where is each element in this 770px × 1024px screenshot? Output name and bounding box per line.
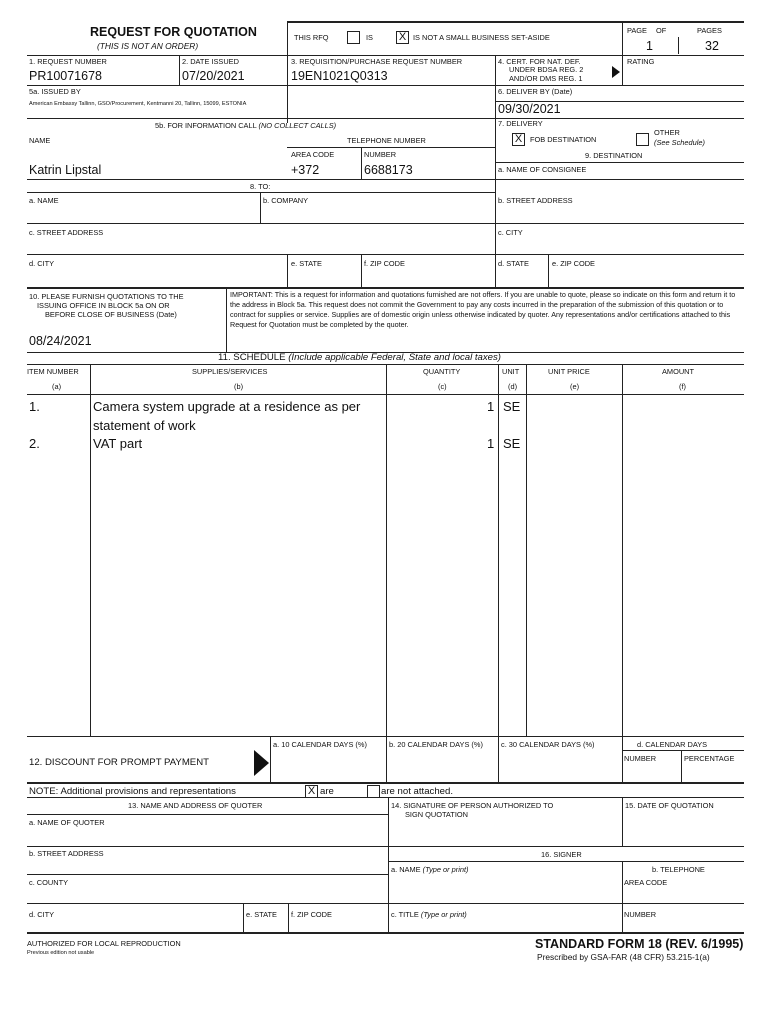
are-not-label: are not attached. <box>381 786 454 797</box>
of-label: OF <box>656 26 667 35</box>
item-description: Camera system upgrade at a residence as per <box>93 399 361 414</box>
form-subtitle: (THIS IS NOT AN ORDER) <box>97 41 199 51</box>
deliver-by-date[interactable]: 09/30/2021 <box>498 102 561 116</box>
to-company-label: b. COMPANY <box>263 196 309 205</box>
item-description-cont: statement of work <box>93 418 196 433</box>
cert-label-3: AND/OR DMS REG. 1 <box>509 74 583 83</box>
col-unit-price-label: UNIT PRICE <box>548 367 590 376</box>
discount-label: 12. DISCOUNT FOR PROMPT PAYMENT <box>29 757 209 768</box>
discount-20-label: b. 20 CALENDAR DAYS (%) <box>389 740 483 749</box>
requisition-label: 3. REQUISITION/PURCHASE REQUEST NUMBER <box>291 57 463 66</box>
quotation-due-date[interactable]: 08/24/2021 <box>29 334 92 348</box>
request-number-label: 1. REQUEST NUMBER <box>29 57 107 66</box>
item-quantity: 1 <box>487 436 495 451</box>
note-text: NOTE: Additional provisions and representations <box>29 786 236 797</box>
number-label: NUMBER <box>364 150 397 159</box>
item-number: 2. <box>29 436 40 451</box>
other-label: OTHER <box>654 128 680 137</box>
telephone-label: TELEPHONE NUMBER <box>347 136 426 145</box>
item-description: VAT part <box>93 436 143 451</box>
to-state-label: e. STATE <box>291 259 322 268</box>
schedule-title: 11. SCHEDULE (Include applicable Federal, State and local taxes) <box>218 352 502 363</box>
col-amount-sub: (f) <box>679 382 686 391</box>
quotation-date-label: 15. DATE OF QUOTATION <box>625 801 714 810</box>
quoter-section-label: 13. NAME AND ADDRESS OF QUOTER <box>128 801 263 810</box>
issued-by-label: 5a. ISSUED BY <box>29 87 81 96</box>
discount-days-label: d. CALENDAR DAYS <box>637 740 708 749</box>
col-quantity-sub: (c) <box>438 382 447 391</box>
request-number[interactable]: PR10071678 <box>29 69 102 83</box>
col-quantity-label: QUANTITY <box>423 367 461 376</box>
dest-state-label: d. STATE <box>498 259 529 268</box>
quoter-street-label: b. STREET ADDRESS <box>29 849 104 858</box>
signer-label: 16. SIGNER <box>541 850 582 859</box>
area-code[interactable]: +372 <box>291 163 320 177</box>
form-title: REQUEST FOR QUOTATION <box>90 25 257 39</box>
phone-number[interactable]: 6688173 <box>364 163 413 177</box>
destination-label: 9. DESTINATION <box>585 151 643 160</box>
total-pages: 32 <box>705 39 719 53</box>
quoter-county-label: c. COUNTY <box>29 878 69 887</box>
quoter-state-label: e. STATE <box>246 910 277 919</box>
name-label: NAME <box>29 136 51 145</box>
signature-label-1: 14. SIGNATURE OF PERSON AUTHORIZED TO <box>391 801 554 810</box>
delivery-label: 7. DELIVERY <box>498 119 543 128</box>
page-label: PAGE <box>627 26 647 35</box>
quotations-label-1: 10. PLEASE FURNISH QUOTATIONS TO THE <box>29 292 184 301</box>
quotations-label-3: BEFORE CLOSE OF BUSINESS (Date) <box>45 310 177 319</box>
col-item-label: ITEM NUMBER <box>27 367 79 376</box>
quoter-city-label: d. CITY <box>29 910 55 919</box>
fob-checkbox[interactable]: X <box>512 133 525 146</box>
signature-label-2: SIGN QUOTATION <box>405 810 468 819</box>
arrow-right-icon <box>254 750 269 776</box>
item-quantity: 1 <box>487 399 495 414</box>
to-city-label: d. CITY <box>29 259 55 268</box>
col-unit-price-sub: (e) <box>570 382 580 391</box>
col-unit-label: UNIT <box>502 367 520 376</box>
discount-number-label: NUMBER <box>624 754 657 763</box>
quotations-label-2: ISSUING OFFICE IN BLOCK 5a ON OR <box>37 301 170 310</box>
signer-number-label: NUMBER <box>624 910 657 919</box>
discount-percentage-label: PERCENTAGE <box>684 754 735 763</box>
dest-zip-label: e. ZIP CODE <box>552 259 595 268</box>
consignee-label: a. NAME OF CONSIGNEE <box>498 165 587 174</box>
to-street-label: c. STREET ADDRESS <box>29 228 104 237</box>
area-code-label: AREA CODE <box>291 150 335 159</box>
are-checkbox[interactable]: X <box>305 785 318 798</box>
col-item-sub: (a) <box>52 382 62 391</box>
info-call-label: 5b. FOR INFORMATION CALL (NO COLLECT CALLS) <box>155 121 337 130</box>
to-name-label: a. NAME <box>29 196 59 205</box>
issued-by-value[interactable]: American Embassy Tallinn, GSO/Procurement, Kentmanni 20, Tallinn, 15099, ESTONIA <box>29 101 247 107</box>
to-zip-label: f. ZIP CODE <box>364 259 405 268</box>
is-not-checkbox[interactable]: X <box>396 31 409 44</box>
other-checkbox[interactable] <box>636 133 649 146</box>
signer-name-label: a. NAME (Type or print) <box>391 865 469 874</box>
signer-telephone-label: b. TELEPHONE <box>652 865 705 874</box>
is-checkbox[interactable] <box>347 31 360 44</box>
col-unit-sub: (d) <box>508 382 518 391</box>
signer-title-label: c. TITLE (Type or print) <box>391 910 467 919</box>
fob-label: FOB DESTINATION <box>530 135 597 144</box>
signer-area-code-label: AREA CODE <box>624 878 668 887</box>
are-label: are <box>320 786 334 797</box>
item-unit: SE <box>503 436 521 451</box>
discount-30-label: c. 30 CALENDAR DAYS (%) <box>501 740 595 749</box>
col-supplies-label: SUPPLIES/SERVICES <box>192 367 268 376</box>
date-issued-label: 2. DATE ISSUED <box>182 57 239 66</box>
contact-name[interactable]: Katrin Lipstal <box>29 163 102 177</box>
other-note: (See Schedule) <box>654 138 705 147</box>
page-number: 1 <box>646 39 653 53</box>
col-amount-label: AMOUNT <box>662 367 695 376</box>
dest-city-label: c. CITY <box>498 228 523 237</box>
form-number: STANDARD FORM 18 (REV. 6/1995) <box>535 937 744 951</box>
quoter-zip-label: f. ZIP CODE <box>291 910 332 919</box>
cert-label-1: 4. CERT. FOR NAT. DEF. <box>498 57 581 66</box>
deliver-by-label: 6. DELIVER BY (Date) <box>498 87 573 96</box>
rating-label: RATING <box>627 57 655 66</box>
dest-street-label: b. STREET ADDRESS <box>498 196 573 205</box>
quoter-name-label: a. NAME OF QUOTER <box>29 818 105 827</box>
item-number: 1. <box>29 399 40 414</box>
arrow-right-icon <box>612 66 620 78</box>
is-label: IS <box>366 33 373 42</box>
pages-label: PAGES <box>697 26 722 35</box>
footer-reproduction: AUTHORIZED FOR LOCAL REPRODUCTION <box>27 939 181 948</box>
is-not-label: IS NOT A SMALL BUSINESS SET-ASIDE <box>413 33 550 42</box>
discount-10-label: a. 10 CALENDAR DAYS (%) <box>273 740 367 749</box>
to-label: 8. TO: <box>250 182 271 191</box>
important-notice: IMPORTANT: This is a request for information and quotations furnished are not offers. If you are unable to quote, please so indicate on this form and return it to the address in Block 5a. This request does not commit the Government to pay any costs incurred in the preparation of the submission of this quotation or to contract for supplies or service. Supplies are of domestic origin unless otherwise indicated by quoter. Any representations and/or certifications attached to this Request for Quotation must be completed by the quoter. <box>230 290 736 329</box>
footer-previous-edition: Previous edition not usable <box>27 950 95 956</box>
are-not-checkbox[interactable] <box>367 785 380 798</box>
cert-label-2: UNDER BDSA REG. 2 <box>509 65 584 74</box>
requisition-number[interactable]: 19EN1021Q0313 <box>291 69 388 83</box>
date-issued[interactable]: 07/20/2021 <box>182 69 245 83</box>
col-supplies-sub: (b) <box>234 382 244 391</box>
form-prescribed: Prescribed by GSA-FAR (48 CFR) 53.215-1(a) <box>537 952 710 962</box>
item-unit: SE <box>503 399 521 414</box>
this-rfq-label: THIS RFQ <box>294 33 329 42</box>
